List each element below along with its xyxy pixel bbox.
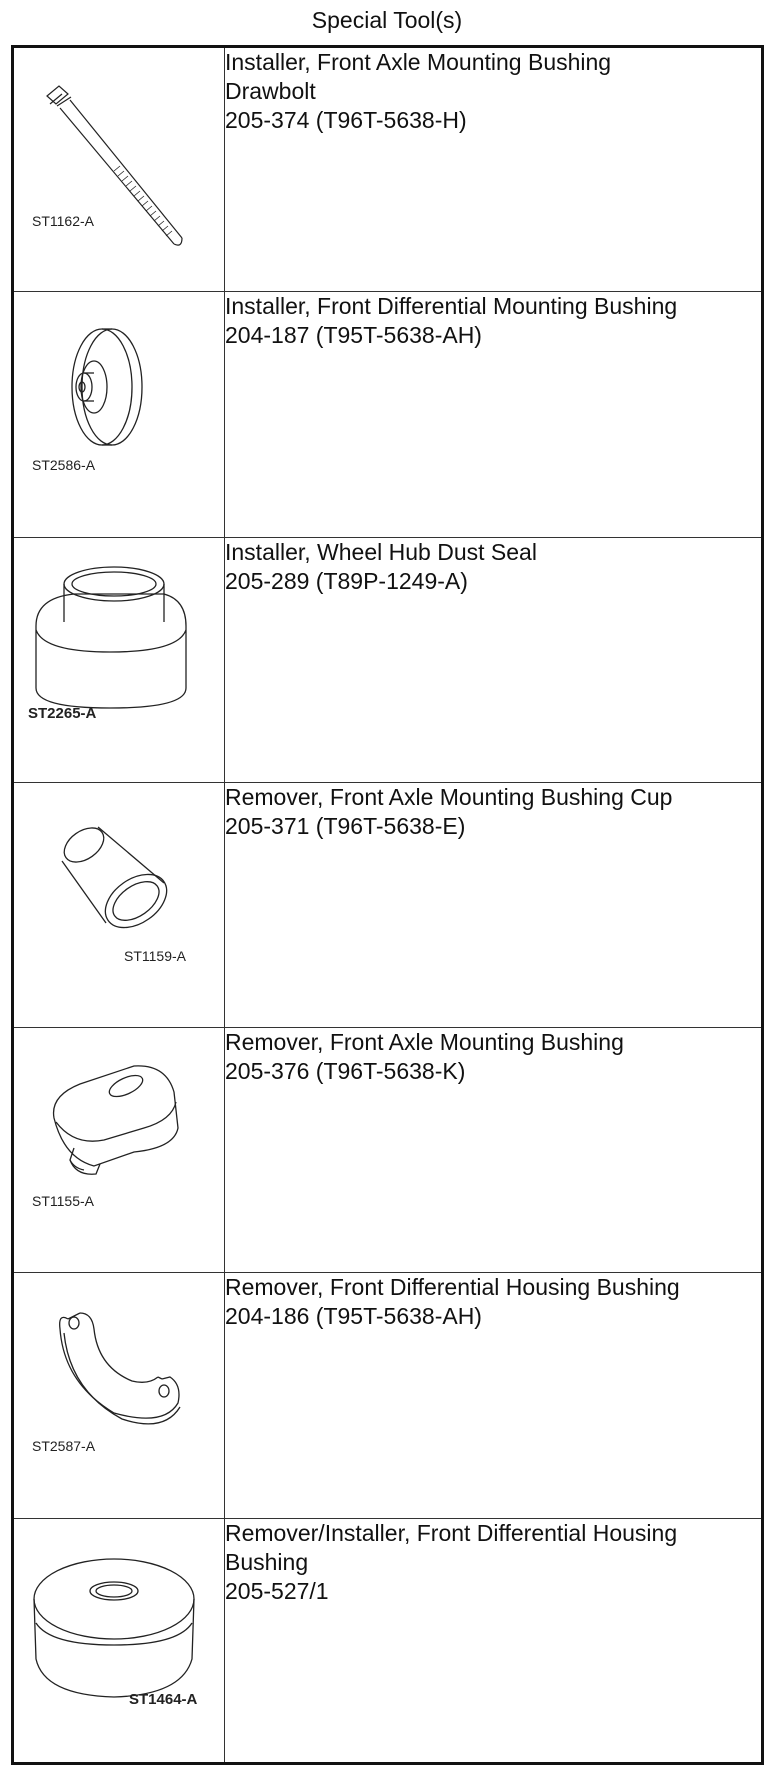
tool-name: Installer, Front Differential Mounting Bushing: [225, 293, 678, 320]
bushing-remover-illustration: [14, 1028, 224, 1272]
table-row: [13, 1273, 763, 1518]
tool-name: Remover, Front Differential Housing Bushing: [225, 1274, 680, 1301]
tool-illustration-cell: [13, 537, 225, 782]
table-row: [13, 537, 763, 782]
tool-code: ST1464-A: [129, 1690, 198, 1708]
tool-number: 205-371 (T96T-5638-E): [225, 812, 466, 839]
tool-illustration-cell: [13, 1273, 225, 1518]
housing-bushing-remover-illustration: [14, 1273, 224, 1517]
tool-illustration-cell: [13, 47, 225, 292]
tool-description: [225, 1028, 763, 1273]
tool-name: Installer, Front Axle Mounting Bushing: [225, 49, 612, 75]
tool-name: Remover/Installer, Front Differential Housing: [225, 1519, 678, 1546]
tool-description: [225, 292, 763, 537]
tool-description: [225, 537, 763, 782]
tool-number: 204-186 (T95T-5638-AH): [225, 1303, 482, 1330]
tool-illustration-cell: [13, 782, 225, 1027]
table-row: [13, 47, 763, 292]
tool-number: 205-527/1: [225, 1577, 329, 1604]
tool-code: ST1155-A: [32, 1193, 94, 1210]
drawbolt-illustration: [14, 48, 224, 292]
tool-number: 205-374 (T96T-5638-H): [225, 107, 467, 133]
tool-illustration-cell: [13, 1518, 225, 1763]
tool-description: [225, 1518, 763, 1763]
tool-code: ST1159-A: [124, 947, 186, 964]
tool-number: 204-187 (T95T-5638-AH): [225, 322, 482, 349]
special-tools-table: [11, 45, 764, 1765]
tool-number: 205-376 (T96T-5638-K): [225, 1058, 466, 1085]
tool-name: Remover, Front Axle Mounting Bushing: [225, 1029, 624, 1056]
tool-description: [225, 47, 763, 292]
table-row: [13, 1518, 763, 1763]
page-title: Special Tool(s): [311, 7, 463, 33]
tool-name: Installer, Wheel Hub Dust Seal: [225, 538, 537, 565]
dust-seal-installer-illustration: [14, 538, 224, 782]
tool-code: ST1162-A: [32, 213, 94, 229]
tool-illustration-cell: [13, 1028, 225, 1273]
tool-name-continued: Drawbolt: [225, 78, 316, 104]
tool-description: [225, 782, 763, 1027]
cup-remover-illustration: [14, 783, 224, 1027]
table-row: [13, 782, 763, 1027]
tool-illustration-cell: [13, 292, 225, 537]
table-row: [13, 1028, 763, 1273]
tool-name-continued: Bushing: [225, 1548, 309, 1575]
tool-description: [225, 1273, 763, 1518]
bushing-installer-illustration: [14, 292, 224, 536]
table-row: [13, 292, 763, 537]
tool-code: ST2586-A: [32, 457, 96, 474]
tool-code: ST2587-A: [32, 1438, 96, 1455]
tool-number: 205-289 (T89P-1249-A): [225, 567, 468, 594]
remover-installer-illustration: [14, 1519, 224, 1763]
tool-code: ST2265-A: [28, 704, 97, 722]
tool-name: Remover, Front Axle Mounting Bushing Cup: [225, 783, 673, 810]
